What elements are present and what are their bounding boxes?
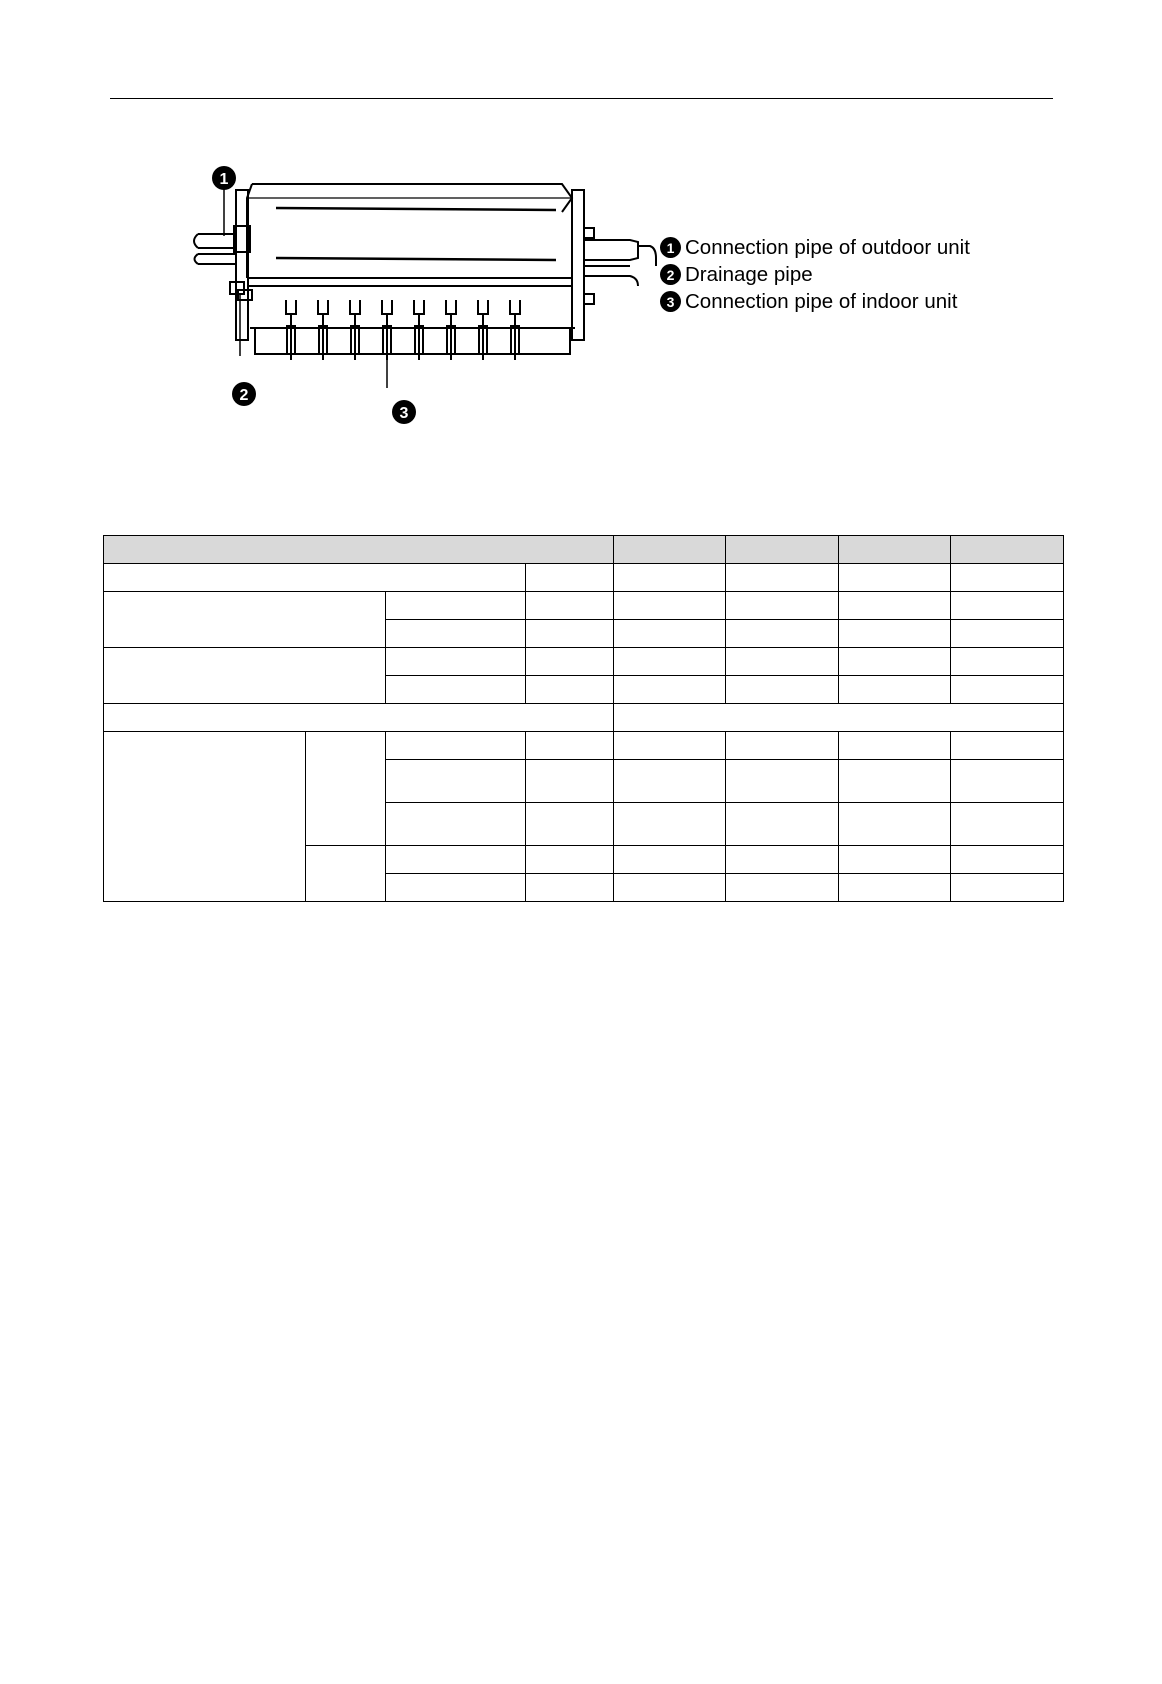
table-cell (614, 648, 726, 676)
table-row (104, 564, 1064, 592)
table-cell (839, 732, 951, 760)
number-2-icon: 2 (660, 264, 681, 285)
legend-text: Drainage pipe (685, 262, 813, 286)
table-cell (526, 874, 614, 902)
legend-item-indoor-pipe (660, 288, 970, 315)
table-cell (614, 704, 1064, 732)
header-rule (110, 98, 1053, 99)
table-cell (526, 564, 614, 592)
table-cell (526, 620, 614, 648)
table-cell (614, 564, 726, 592)
number-1-icon: 1 (660, 237, 681, 258)
table-cell (386, 732, 526, 760)
table-cell (951, 846, 1064, 874)
table-cell (614, 732, 726, 760)
table-cell (839, 760, 951, 803)
table-cell (104, 732, 306, 902)
table-row (104, 648, 1064, 676)
table-cell (726, 846, 839, 874)
table-cell (726, 803, 839, 846)
table-cell (306, 846, 386, 902)
table-cell (839, 564, 951, 592)
table-cell (526, 846, 614, 874)
table-cell (726, 760, 839, 803)
table-cell (614, 536, 726, 564)
legend-item-outdoor-pipe (660, 234, 970, 261)
table-cell (526, 760, 614, 803)
table-cell (526, 648, 614, 676)
table-cell (951, 592, 1064, 620)
table-row (104, 704, 1064, 732)
table-cell (839, 846, 951, 874)
callout-3 (392, 400, 416, 424)
legend-text: Connection pipe of outdoor unit (685, 235, 970, 259)
table-cell (614, 803, 726, 846)
table-cell (951, 648, 1064, 676)
svg-text:1: 1 (219, 171, 229, 188)
table-cell (951, 874, 1064, 902)
table-cell (104, 592, 386, 648)
table-cell (386, 648, 526, 676)
table-cell (386, 592, 526, 620)
table-cell (386, 874, 526, 902)
table-cell (951, 676, 1064, 704)
spec-table (103, 535, 1064, 902)
table-cell (839, 592, 951, 620)
table-cell (104, 704, 614, 732)
callout-1 (212, 166, 236, 190)
table-header-row (104, 536, 1064, 564)
figure-legend (660, 234, 970, 315)
table-cell (726, 536, 839, 564)
table-cell (386, 846, 526, 874)
table-row (104, 592, 1064, 620)
table-cell (614, 874, 726, 902)
legend-item-drainage-pipe (660, 261, 970, 288)
table-cell (951, 620, 1064, 648)
table-cell (614, 846, 726, 874)
table-cell (104, 536, 614, 564)
table-cell (386, 676, 526, 704)
legend-text: Connection pipe of indoor unit (685, 289, 958, 313)
table-cell (726, 564, 839, 592)
table-cell (951, 760, 1064, 803)
svg-text:3: 3 (399, 405, 409, 422)
table-cell (839, 874, 951, 902)
callout-2 (232, 382, 256, 406)
number-3-icon: 3 (660, 291, 681, 312)
table-cell (104, 648, 386, 704)
table-cell (951, 732, 1064, 760)
table-cell (951, 536, 1064, 564)
table-cell (526, 676, 614, 704)
table-cell (726, 648, 839, 676)
svg-text:2: 2 (239, 387, 249, 404)
table-cell (386, 760, 526, 803)
table-cell (726, 676, 839, 704)
table-row (104, 732, 1064, 760)
table-cell (104, 564, 526, 592)
table-cell (839, 803, 951, 846)
table-cell (726, 592, 839, 620)
table-cell (951, 564, 1064, 592)
table-cell (614, 592, 726, 620)
table-cell (386, 620, 526, 648)
table-cell (951, 803, 1064, 846)
table-cell (614, 620, 726, 648)
table-cell (526, 732, 614, 760)
table-cell (526, 803, 614, 846)
table-cell (526, 592, 614, 620)
table-cell (839, 620, 951, 648)
table-cell (386, 803, 526, 846)
table-cell (839, 648, 951, 676)
table-cell (726, 620, 839, 648)
table-cell (306, 732, 386, 846)
table-cell (614, 676, 726, 704)
table-cell (726, 874, 839, 902)
table-cell (839, 676, 951, 704)
table-cell (614, 760, 726, 803)
table-cell (839, 536, 951, 564)
table-cell (726, 732, 839, 760)
